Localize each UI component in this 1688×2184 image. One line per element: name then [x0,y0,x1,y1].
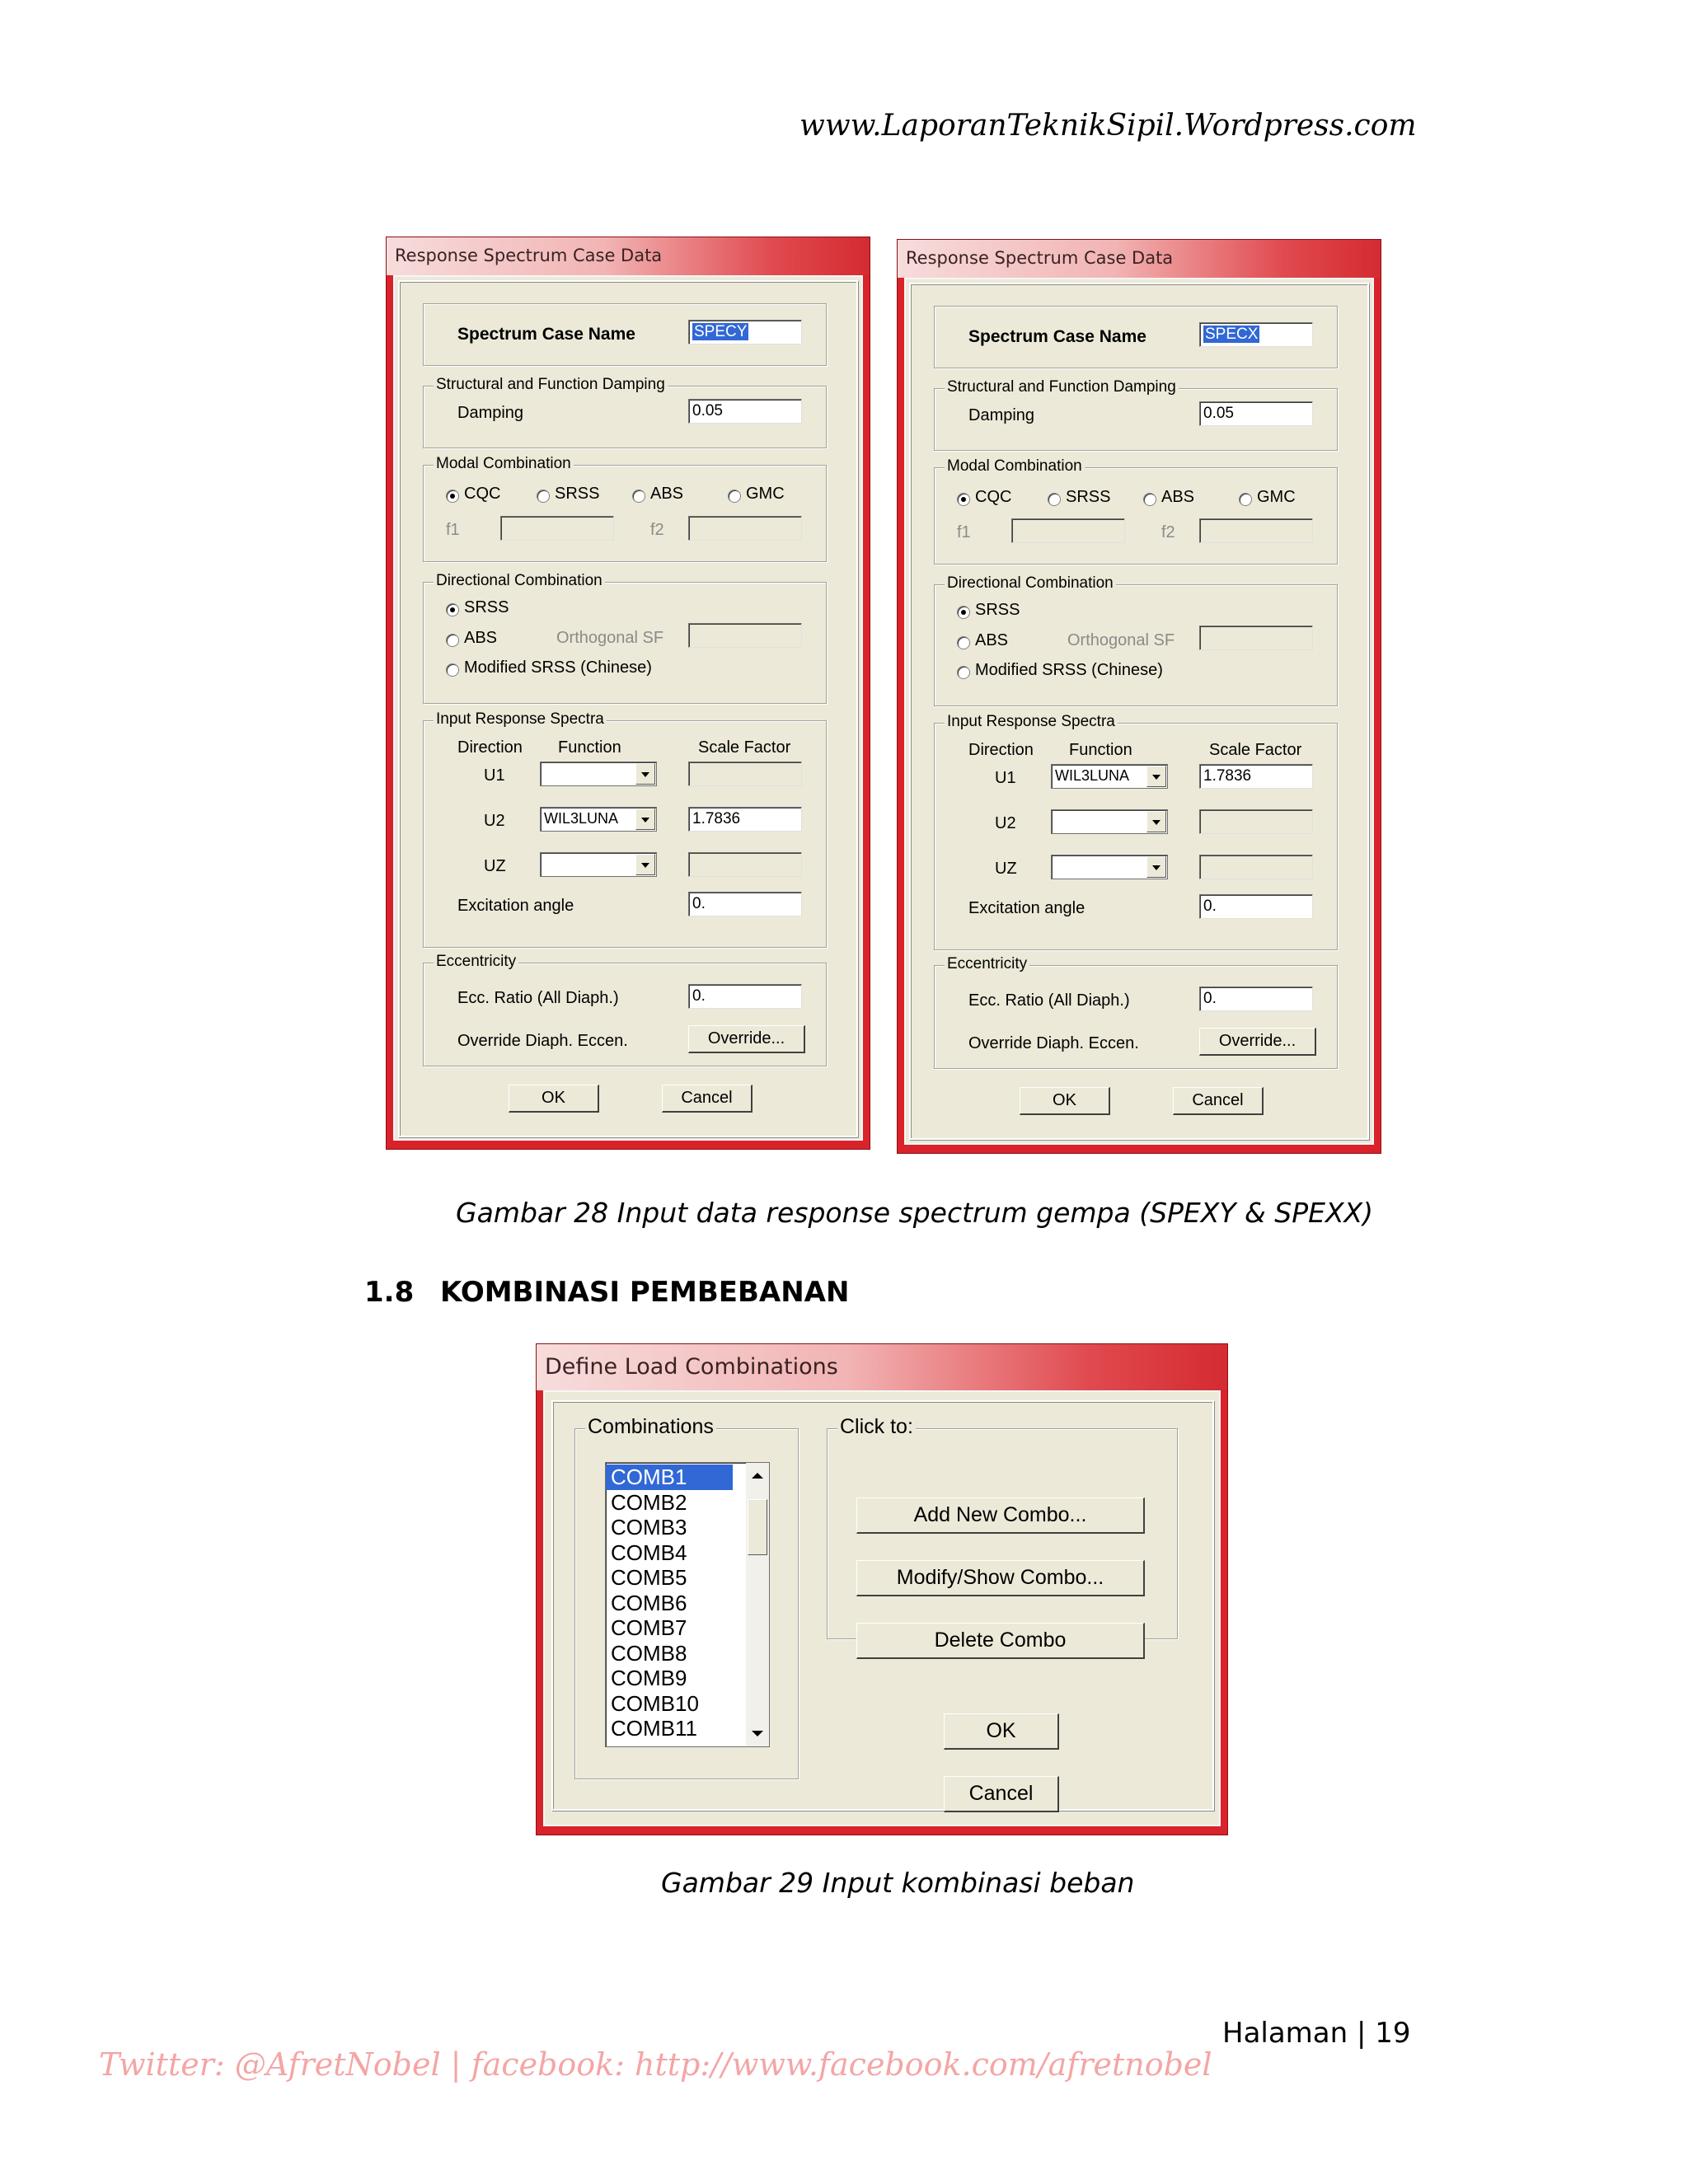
orthogonal-sf-label: Orthogonal SF [1067,631,1175,649]
figure-29-caption: Gambar 29 Input kombinasi beban [661,1867,1135,1899]
damping-field[interactable]: 0.05 [688,399,802,424]
directional-label-1: ABS [464,629,498,647]
scale-factor-field-u1[interactable]: 1.7836 [1199,764,1313,789]
combination-list-item[interactable]: COMB6 [611,1590,687,1615]
function-value: WIL3LUNA [1055,767,1130,784]
directional-label-2: Modified SRSS (Chinese) [975,661,1163,679]
case-name-field[interactable] [688,320,802,344]
directional-radio-2[interactable] [957,666,970,679]
eccentricity-label: Eccentricity [434,953,518,971]
damping-group-label: Structural and Function Damping [945,378,1179,396]
excitation-angle-label: Excitation angle [457,897,574,915]
delete-combo-button[interactable]: Delete Combo [856,1623,1145,1659]
cancel-button[interactable]: Cancel [944,1776,1059,1812]
chevron-down-icon[interactable] [635,808,655,830]
override-diaph-label: Override Diaph. Eccen. [457,1032,628,1050]
direction-label-uz: UZ [484,857,506,875]
modal-label-cqc: CQC [464,485,501,503]
ok-button[interactable]: OK [509,1085,599,1113]
scrollbar-thumb[interactable] [748,1499,767,1555]
figure-28-caption: Gambar 28 Input data response spectrum gempa (SPEXY & SPEXX) [456,1197,1374,1229]
direction-label-u1: U1 [484,766,505,785]
f2-field [1199,518,1313,543]
titlebar [387,237,870,275]
direction-label-u2: U2 [484,812,505,830]
combinations-group-label: Combinations [585,1415,716,1439]
case-name-value: SPECY [694,323,748,340]
directional-radio-0[interactable] [957,606,970,619]
dialog-title: Response Spectrum Case Data [906,248,1174,268]
directional-label-0: SRSS [464,598,509,616]
listbox-scrollbar[interactable] [746,1463,769,1746]
direction-column-header: Direction [968,741,1034,759]
modal-radio-gmc[interactable] [728,490,741,503]
header-url: www.LaporanTeknikSipil.Wordpress.com [799,109,1417,143]
f2-label: f2 [1161,523,1175,541]
footer-social-links: Twitter: @AfretNobel | facebook: http://www.facebook.com/afretnobel [99,2046,1212,2083]
modal-radio-srss[interactable] [1048,493,1061,506]
case-name-label: Spectrum Case Name [968,327,1146,346]
directional-combination-label: Directional Combination [434,572,605,590]
f2-field [688,516,802,541]
function-combo-u2[interactable] [1051,809,1168,834]
f1-field [500,516,614,541]
excitation-angle-field[interactable]: 0. [1199,894,1313,919]
dialog-title: Define Load Combinations [545,1354,838,1380]
combinations-group [574,1415,799,1779]
modal-radio-srss[interactable] [537,490,550,503]
dialog-client [543,1390,1221,1826]
input-response-spectra-label: Input Response Spectra [945,713,1118,731]
function-combo-u1[interactable] [540,762,657,786]
input-response-spectra-label: Input Response Spectra [434,710,607,729]
chevron-down-icon[interactable] [635,763,655,785]
directional-radio-1[interactable] [957,636,970,649]
ecc-ratio-label: Ecc. Ratio (All Diaph.) [457,989,619,1007]
scale-factor-field-uz[interactable] [1199,855,1313,879]
cancel-button[interactable]: Cancel [662,1085,753,1113]
define-load-combinations-dialog [536,1343,1228,1835]
directional-label-0: SRSS [975,601,1020,619]
scale-factor-field-u2[interactable] [1199,809,1313,834]
f1-label: f1 [446,521,460,539]
modal-label-gmc: GMC [1257,488,1296,506]
scroll-down-icon[interactable] [752,1730,763,1738]
modal-radio-cqc[interactable] [446,490,459,503]
directional-label-2: Modified SRSS (Chinese) [464,658,652,677]
dialog-title: Response Spectrum Case Data [395,246,663,265]
excitation-angle-field[interactable]: 0. [688,892,802,916]
combination-list-item[interactable]: COMB7 [611,1615,687,1640]
damping-field[interactable]: 0.05 [1199,401,1313,426]
scale-factor-field-u1[interactable] [688,762,802,786]
directional-radio-0[interactable] [446,603,459,616]
modal-label-srss: SRSS [555,485,600,503]
titlebar [898,240,1381,278]
click-to-group-label: Click to: [837,1415,916,1439]
case-name-value: SPECX [1205,326,1259,343]
dialog-client [393,275,863,1141]
function-combo-u1[interactable] [1051,764,1168,789]
chevron-down-icon[interactable] [1146,856,1166,878]
direction-label-u1: U1 [995,769,1016,787]
modal-label-abs: ABS [1161,488,1195,506]
ok-button[interactable]: OK [944,1713,1059,1750]
click-to-group [827,1415,1178,1639]
modal-combination-label: Modal Combination [434,455,574,473]
damping-label: Damping [457,404,524,422]
response-spectrum-dialog-specy [386,237,870,1150]
case-name-label: Spectrum Case Name [457,325,635,344]
modal-label-srss: SRSS [1066,488,1111,506]
eccentricity-label: Eccentricity [945,955,1029,973]
modal-radio-abs[interactable] [1143,493,1156,506]
function-combo-u2[interactable] [540,807,657,832]
section-title: KOMBINASI PEMBEBANAN [440,1276,850,1309]
case-name-field[interactable] [1199,322,1313,347]
scroll-up-icon[interactable] [752,1471,763,1479]
function-combo-uz[interactable] [540,852,657,877]
scale-factor-field-u2[interactable]: 1.7836 [688,807,802,832]
orthogonal-sf-field [688,623,802,648]
chevron-down-icon[interactable] [1146,766,1166,787]
f2-label: f2 [650,521,664,539]
combination-list-item[interactable]: COMB1 [606,1465,733,1490]
modal-combination-group [423,455,827,562]
modal-label-gmc: GMC [746,485,785,503]
chevron-down-icon[interactable] [635,854,655,875]
function-column-header: Function [558,738,621,757]
excitation-angle-label: Excitation angle [968,899,1085,917]
dialog-client [904,278,1374,1145]
direction-label-uz: UZ [995,860,1017,878]
orthogonal-sf-field [1199,626,1313,650]
modal-label-cqc: CQC [975,488,1012,506]
directional-radio-2[interactable] [446,663,459,677]
modal-label-abs: ABS [650,485,684,503]
combination-list-item[interactable]: COMB9 [611,1666,687,1690]
combinations-listbox[interactable] [605,1462,770,1747]
override-button[interactable]: Override... [688,1025,805,1053]
cancel-button[interactable]: Cancel [1173,1087,1264,1115]
f1-field [1011,518,1125,543]
function-value: WIL3LUNA [544,810,619,827]
ecc-ratio-field[interactable]: 0. [688,984,802,1009]
combination-list-item[interactable]: COMB10 [611,1690,699,1716]
scale-factor-column-header: Scale Factor [1209,741,1302,759]
f1-label: f1 [957,523,971,541]
override-button[interactable]: Override... [1199,1028,1316,1056]
combination-list-item[interactable]: COMB11 [611,1716,697,1741]
section-heading [364,1276,849,1309]
directional-radio-1[interactable] [446,634,459,647]
modify-show-combo-button[interactable]: Modify/Show Combo... [856,1560,1145,1596]
response-spectrum-dialog-specx [897,239,1381,1154]
section-number: 1.8 [364,1276,415,1309]
modal-combination-label: Modal Combination [945,457,1085,476]
combination-list-item[interactable]: COMB5 [611,1565,687,1590]
direction-label-u2: U2 [995,814,1016,832]
ecc-ratio-field[interactable]: 0. [1199,987,1313,1011]
directional-label-1: ABS [975,631,1009,649]
direction-column-header: Direction [457,738,523,757]
scale-factor-column-header: Scale Factor [698,738,791,757]
orthogonal-sf-label: Orthogonal SF [556,629,664,647]
combination-list-item[interactable]: COMB8 [611,1640,687,1666]
override-diaph-label: Override Diaph. Eccen. [968,1034,1139,1052]
combination-list-item[interactable]: COMB2 [611,1489,687,1515]
titlebar [537,1344,1227,1390]
damping-label: Damping [968,406,1035,424]
modal-radio-abs[interactable] [632,490,645,503]
ecc-ratio-label: Ecc. Ratio (All Diaph.) [968,991,1130,1010]
function-combo-uz[interactable] [1051,855,1168,879]
directional-combination-label: Directional Combination [945,574,1116,593]
combination-list-item[interactable]: COMB3 [611,1515,687,1540]
modal-radio-gmc[interactable] [1239,493,1252,506]
add-new-combo-button[interactable]: Add New Combo... [856,1497,1145,1534]
modal-radio-cqc[interactable] [957,493,970,506]
page-number: Halaman | 19 [1222,2017,1411,2050]
modal-combination-group [934,457,1338,565]
function-column-header: Function [1069,741,1132,759]
combination-list-item[interactable]: COMB4 [611,1540,687,1565]
damping-group-label: Structural and Function Damping [434,376,668,394]
chevron-down-icon[interactable] [1146,811,1166,832]
scale-factor-field-uz[interactable] [688,852,802,877]
ok-button[interactable]: OK [1020,1087,1110,1115]
